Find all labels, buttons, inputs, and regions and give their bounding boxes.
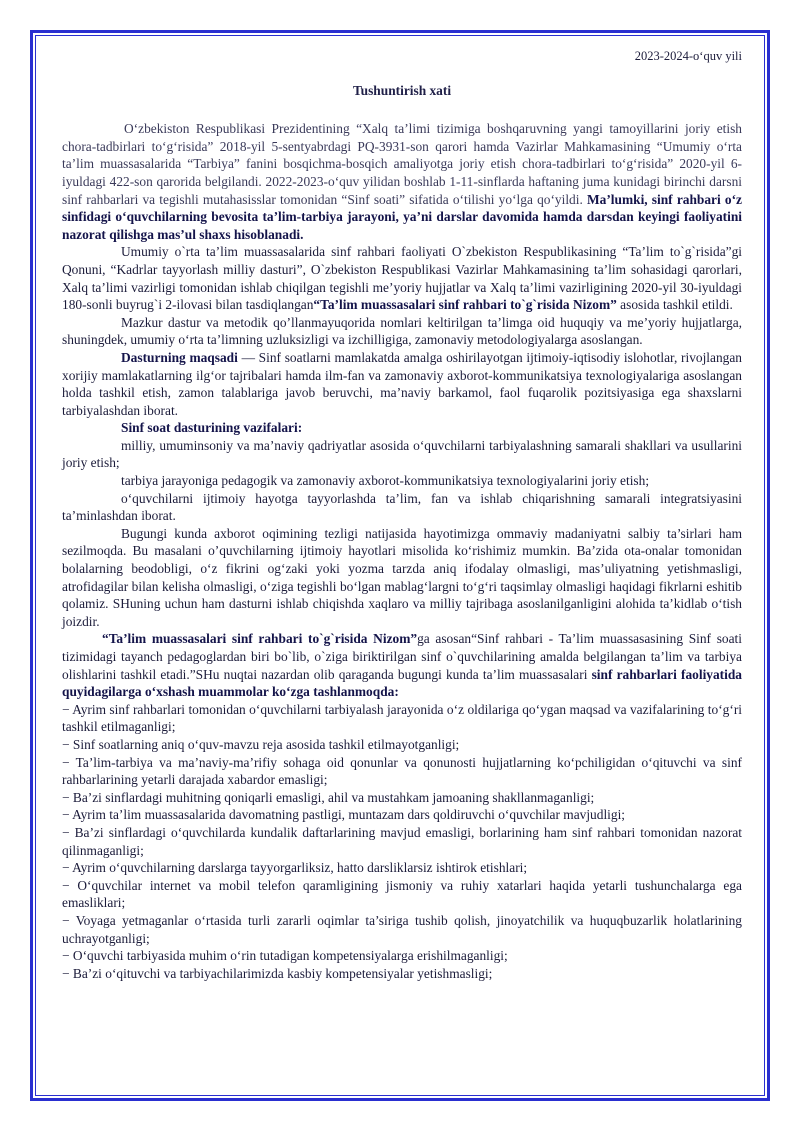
problem-item: − Ayrim ta’lim muassasalarida davomatning pastligi, muntazam dars qoldiruvchi o‘quvchilar mavjudligi; — [62, 807, 626, 823]
tasks-heading — [62, 419, 742, 437]
legal-basis-text: Umumiy o`rta ta’lim muassasalarida sinf rahbari faoliyati O`zbekiston Respublikasining “Ta’lim to`g`risida”gi Qonuni, “Kadrlar tayyorlash milliy dasturi”, O`zbekiston Respublikasi Vazirlar Mahkamasining ta’lim sohasidagi qarorlari, Xalq ta’limi vazirligi tomonidan ishlab chiqilgan tegishli me’yoriy hujjatlar va Xalq ta’limi vazirligining 2020-yil 30-iyuldagi 180-sonli buyrug`i 2-ilovasi bilan tasdiqlangan — [62, 244, 742, 313]
paragraph-goal — [62, 349, 742, 419]
academic-year: 2023-2024-o‘quv yili — [634, 49, 742, 63]
legal-basis-end: asosida tashkil etildi. — [616, 297, 733, 313]
intro-bold: Ma’lumki, sinf rahbari o‘z sinfidagi o‘quvchilarning bevosita ta’lim-tarbiya jarayoni, ya’ni darslar davomida hamda darsdan keyingi faoliyatini nazorat qilishga mas’ul shaxs hisoblanadi. — [62, 191, 742, 242]
intro-text: O‘zbekiston Respublikasi Prezidentining “Xalq ta’limi tizimiga boshqaruvning yangi tamoyillarini joriy etish chora-tadbirlari to‘g‘risida” 2018-yil 5-sentyabrdagi PQ-3931-son qarori hamda Vazirlar Mahkamasining “Umumiy o‘rta ta’lim muassasalarida “Tarbiya” fanini bosqichma-bosqich amaliyotga joriy etish chora-tadbirlari to‘g‘risida” 2020-yil 6-iyuldagi 422-son qarorida belgilandi. 2022-2023-o‘quv yilidan boshlab 1-11-sinflarda haftaning juma kunidagi birinchi darsni sinf rahbarlari va tegishli mutahasisslar tomonidan “Sinf soati” sifatida o‘tilishi yo‘lga qo‘yildi. — [62, 121, 742, 207]
tasks-heading-text: Sinf soat dasturining vazifalari: — [121, 420, 303, 436]
document-body — [62, 48, 742, 982]
problem-item: − Sinf soatlarning aniq o‘quv-mavzu reja asosida tashkil etilmayotganligi; — [62, 736, 460, 752]
problem-item: − O‘quvchi tarbiyasida muhim o‘rin tutadigan kompetensiyalarga erishilmaganligi; — [62, 948, 508, 964]
paragraph-legal-basis — [62, 243, 742, 313]
paragraph-intro — [62, 120, 742, 243]
nizom-bold: “Ta’lim muassasalari sinf rahbari to`g`risida Nizom” — [102, 631, 418, 647]
paragraph-nizom — [62, 630, 742, 700]
problem-item: − Ba’zi sinflardagi o‘quvchilarda kundalik daftarlarining mavjud emasligi, borlarining ham sinf rahbari tomonidan nazorat qilinmaganligi; — [62, 824, 742, 858]
goal-label: Dasturning maqsadi — [121, 349, 238, 365]
nizom-text: ga asosan“Sinf rahbari - Ta’lim muassasasining Sinf soati tizimidagi tayanch pedagoglardan biri bo`lib, o`ziga biriktirilgan sinf o`quvchilarining amalda belgilangan ta’lim va tarbiya olishlarini tashkil etadi.”SHu nuqtai nazardan olib qaraganda bugungi kunda ta’lim muassasalari — [62, 631, 742, 682]
problem-item: − Ba’zi o‘qituvchi va tarbiyachilarimizda kasbiy kompetensiyalar yetishmasligi; — [62, 965, 493, 981]
nizom-problems-lead: sinf rahbarlari faoliyatida quyidagilarga o‘xshash muammolar ko‘zga tashlanmoqda: — [62, 666, 742, 700]
problem-item: − O‘quvchilar internet va mobil telefon qaramligining jismoniy va ruhiy xatarlari haqida yetarli tushunchalarga ega emasliklari; — [62, 877, 742, 911]
problem-item: − Ba’zi sinflardagi muhitning qoniqarli emasligi, ahil va mustahkam jamoaning shakllanmaganligi; — [62, 789, 595, 805]
task-item-3: o‘quvchilarni ijtimoiy hayotga tayyorlashda ta’lim, fan va ishlab chiqarishning samarali integratsiyasini ta’minlashdan iborat. — [62, 490, 742, 524]
task-item-2: tarbiya jarayoniga pedagogik va zamonaviy axborot-kommunikatsiya texnologiyalarini joriy etish; — [121, 473, 650, 489]
problem-item: − Ayrim sinf rahbarlari tomonidan o‘quvchilarni tarbiyalash jarayonida o‘z oldilariga qo‘ygan maqsad va vazifalarining to‘g‘ri tashkil etilmaganligi; — [62, 701, 742, 735]
legal-basis-bold: “Ta’lim muassasalari sinf rahbari to`g`risida Nizom” — [313, 297, 617, 313]
problem-item: − Voyaga yetmaganlar o‘rtasida turli zararli oqimlar ta’siriga tushib qolish, jinoyatchilik va huquqbuzarlik holatlarining uchrayotganligi; — [62, 912, 742, 946]
document-title: Tushuntirish xati — [352, 82, 452, 98]
problem-item: − Ayrim o‘quvchilarning darslarga tayyorgarliksiz, hatto darsliklarsiz ishtirok etishlari; — [62, 860, 528, 876]
task-item-1: milliy, umuminsoniy va ma’naviy qadriyatlar asosida o‘quvchilarni tarbiyalashning samarali shakllari va usullarini joriy etish; — [62, 437, 742, 471]
paragraph-methodology: Mazkur dastur va metodik qo’llanmayuqorida nomlari keltirilgan ta’limga oid huquqiy va me’yoriy hujjatlarga, shuningdek, umumiy o‘rta ta’limning uzluksizligi va izchilligiga, zamonaviy metodologiyalarga asoslangan. — [62, 314, 742, 348]
goal-text: — Sinf soatlarni mamlakatda amalga oshirilayotgan ijtimoiy-iqtisodiy islohotlar, rivojlangan xorijiy mamlakatlarning ilg‘or tajribalari hamda ilm-fan va zamonaviy axborot-kommunikatsiya texnologiyalariga asoslangan holda tashkil etish, zamon talablariga javob beruvchi, ma’naviy barkamol, faol fuqarolik pozitsiyasiga ega shaxslarni tarbiyalashdan iborat. — [62, 349, 742, 418]
paragraph-today: Bugungi kunda axborot oqimining tezligi natijasida hayotimizga ommaviy madaniyatni salbiy ta’sirlari ham sezilmoqda. Bu masalani o’quvchilarning ijtimoiy hayotlari misolida ko‘rishimiz mumkin. Ba’zida ota-onalar tomonidan bolalarning beodobligi, o‘z fikrini og‘zaki yoki yozma tarzda aniq ifodalay olmasligi, mas’uliyatning yetishmasligi, atrofidagilar bilan kelisha olmasligi, o‘ziga tegishli bo‘lgan mablag‘largni to‘g‘ri taqsimlay olmasligi haqidagi fikrlarni eshitib qolamiz. SHuning uchun ham dasturni ishlab chiqishda xaqlaro va milliy tajribaga asoslanilganligini alohida ta’kidlab o‘tish joizdir. — [62, 525, 742, 629]
problem-item: − Ta’lim-tarbiya va ma’naviy-ma’rifiy sohaga oid qonunlar va qonunosti hujjatlarning ko‘pchiligidan o‘qituvchi va sinf rahbarlarining yetarli darajada xabardor emasligi; — [62, 754, 742, 788]
